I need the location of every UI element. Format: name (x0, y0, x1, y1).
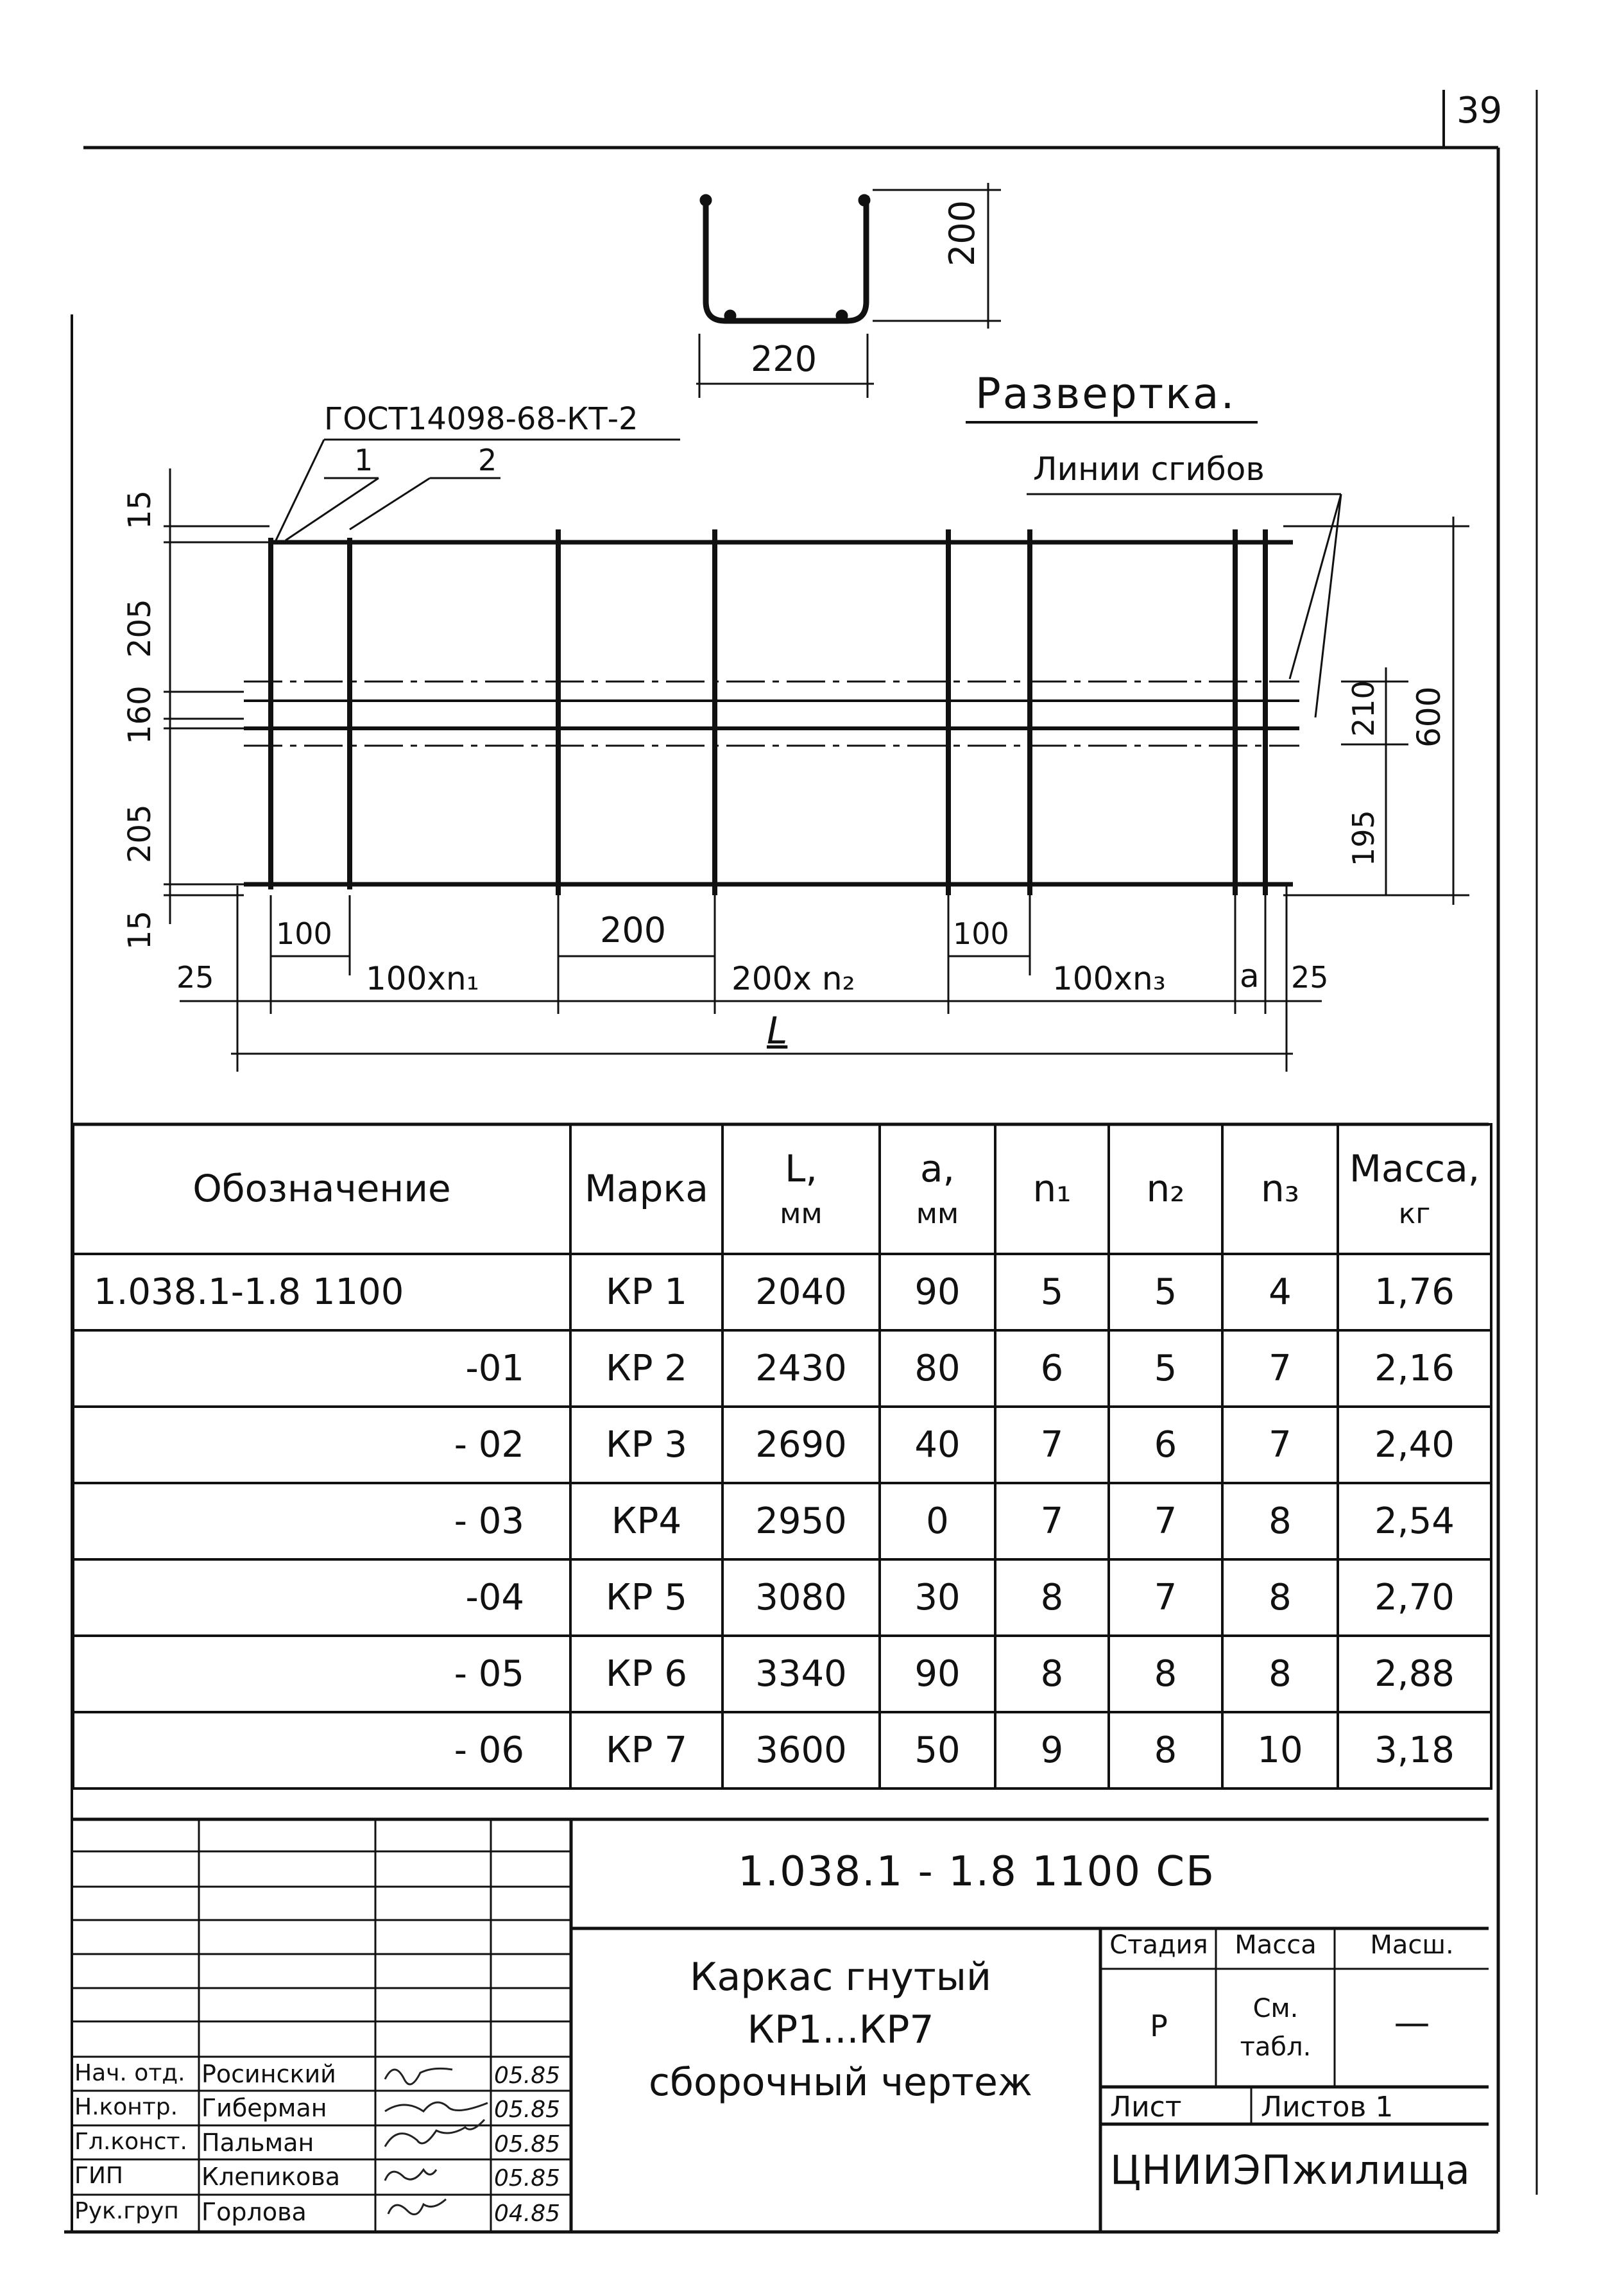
staff-date: 05.85 (494, 2063, 561, 2089)
cell-n3: 4 (1222, 1254, 1338, 1330)
signature-3 (385, 2120, 484, 2147)
cell-n3: 8 (1222, 1559, 1338, 1636)
drawing-title-line-1: Каркас гнутый (689, 1955, 992, 2000)
cell-n1: 7 (995, 1407, 1109, 1483)
bottom-dim-n3: 100хn₃ (1052, 960, 1166, 997)
mass-value: См. табл. (1240, 1994, 1312, 2062)
cell-a: 0 (880, 1483, 995, 1559)
staff-date: 05.85 (494, 2131, 561, 2157)
header-L: L, мм (722, 1124, 880, 1254)
document-code: 1.038.1 - 1.8 1100 СБ (738, 1848, 1215, 1896)
cell-n3: 8 (1222, 1636, 1338, 1712)
cell-mass: 3,18 (1338, 1712, 1491, 1788)
mass-header: Масса (1235, 1930, 1317, 1960)
staff-name: Клепикова (201, 2163, 341, 2191)
cell-a: 50 (880, 1712, 995, 1788)
cell-a: 40 (880, 1407, 995, 1483)
staff-date: 04.85 (494, 2200, 561, 2227)
cell-designation: 1.038.1-1.8 1100 (73, 1254, 570, 1330)
cell-mass: 2,70 (1338, 1559, 1491, 1636)
cell-n2: 5 (1109, 1254, 1222, 1330)
cell-mark: КР 5 (570, 1559, 722, 1636)
scale-value: — (1394, 2002, 1430, 2044)
cell-mass: 2,88 (1338, 1636, 1491, 1712)
bottom-dim-100-b: 100 (953, 916, 1009, 951)
header-mass: Масса, кг (1338, 1124, 1491, 1254)
header-mark: Марка (570, 1124, 722, 1254)
staff-role: Гл.конст. (74, 2129, 187, 2155)
header-n2: n₂ (1109, 1124, 1222, 1254)
cell-n2: 7 (1109, 1559, 1222, 1636)
section-width-label: 220 (751, 339, 817, 379)
cell-n2: 6 (1109, 1407, 1222, 1483)
cell-L: 3600 (722, 1712, 880, 1788)
signature-2 (385, 2102, 488, 2111)
sheet-label: Лист (1110, 2091, 1182, 2123)
cell-mark: КР 7 (570, 1712, 722, 1788)
cell-a: 30 (880, 1559, 995, 1636)
signature-5 (388, 2199, 446, 2215)
staff-name: Горлова (201, 2198, 307, 2226)
drawing-title-line-3: сборочный чертеж (649, 2060, 1032, 2105)
cell-mark: КР 6 (570, 1636, 722, 1712)
left-dim-205-bottom: 205 (122, 804, 158, 863)
stage-header: Стадия (1109, 1930, 1208, 1960)
cell-L: 3080 (722, 1559, 880, 1636)
gost-label: ГОСТ14098-68-КТ-2 (324, 401, 638, 437)
organization-name: ЦНИИЭПжилища (1110, 2147, 1471, 2193)
cell-mass: 2,40 (1338, 1407, 1491, 1483)
staff-name: Гиберман (201, 2094, 327, 2122)
cell-mark: КР4 (570, 1483, 722, 1559)
stage-value: Р (1150, 2009, 1168, 2043)
cell-a: 80 (880, 1330, 995, 1407)
cell-mass: 1,76 (1338, 1254, 1491, 1330)
header-designation: Обозначение (73, 1124, 570, 1254)
bottom-dim-L: L (767, 1009, 788, 1052)
right-dim-210: 210 (1346, 680, 1381, 737)
cell-n2: 5 (1109, 1330, 1222, 1407)
cell-n1: 9 (995, 1712, 1109, 1788)
staff-role: Рук.груп (74, 2198, 179, 2224)
cell-n1: 5 (995, 1254, 1109, 1330)
cell-designation: -01 (73, 1330, 570, 1407)
cell-n1: 6 (995, 1330, 1109, 1407)
cell-n1: 7 (995, 1483, 1109, 1559)
bottom-dim-n2: 200х n₂ (731, 960, 855, 997)
cell-n2: 7 (1109, 1483, 1222, 1559)
cell-designation: - 03 (73, 1483, 570, 1559)
scale-header: Масш. (1370, 1930, 1454, 1960)
left-dim-15-bottom: 15 (122, 910, 158, 950)
bottom-dim-25-b: 25 (1291, 960, 1329, 995)
razvertka-title: Развертка. (975, 369, 1236, 418)
sheets-label: Листов 1 (1261, 2091, 1394, 2123)
cell-L: 3340 (722, 1636, 880, 1712)
cell-designation: - 05 (73, 1636, 570, 1712)
cell-mass: 2,54 (1338, 1483, 1491, 1559)
bottom-dim-a: a (1240, 957, 1260, 995)
staff-date: 05.85 (494, 2165, 561, 2192)
cell-designation: -04 (73, 1559, 570, 1636)
cell-mass: 2,16 (1338, 1330, 1491, 1407)
cell-n1: 8 (995, 1636, 1109, 1712)
cell-mark: КР 1 (570, 1254, 722, 1330)
left-dim-205-top: 205 (122, 599, 158, 658)
cell-n3: 8 (1222, 1483, 1338, 1559)
cell-n1: 8 (995, 1559, 1109, 1636)
cell-L: 2950 (722, 1483, 880, 1559)
header-n3: n₃ (1222, 1124, 1338, 1254)
staff-date: 05.85 (494, 2097, 561, 2123)
staff-name: Пальман (201, 2129, 314, 2157)
bottom-dim-n1: 100хn₁ (366, 960, 479, 997)
header-n1: n₁ (995, 1124, 1109, 1254)
cell-L: 2690 (722, 1407, 880, 1483)
cell-L: 2430 (722, 1330, 880, 1407)
cell-designation: - 06 (73, 1712, 570, 1788)
cell-mark: КР 3 (570, 1407, 722, 1483)
right-dim-600: 600 (1410, 686, 1448, 748)
left-dim-160: 160 (122, 685, 158, 744)
cell-n2: 8 (1109, 1636, 1222, 1712)
left-dim-15-top: 15 (122, 490, 158, 529)
staff-role: Нач. отд. (74, 2060, 185, 2086)
cell-a: 90 (880, 1636, 995, 1712)
staff-name: Росинский (201, 2060, 336, 2088)
header-a: a, мм (880, 1124, 995, 1254)
bottom-dim-25-a: 25 (176, 960, 214, 995)
cell-n2: 8 (1109, 1712, 1222, 1788)
cell-mark: КР 2 (570, 1330, 722, 1407)
cell-n3: 10 (1222, 1712, 1338, 1788)
signature-1 (385, 2068, 452, 2084)
right-dim-195: 195 (1346, 810, 1381, 866)
callout-1: 1 (354, 443, 373, 477)
cell-L: 2040 (722, 1254, 880, 1330)
cell-designation: - 02 (73, 1407, 570, 1483)
staff-role: ГИП (74, 2163, 123, 2189)
page-number: 39 (1457, 90, 1503, 132)
callout-2: 2 (478, 443, 497, 477)
section-height-label: 200 (942, 200, 982, 266)
signature-4 (385, 2170, 436, 2181)
bottom-dim-100-a: 100 (276, 916, 332, 951)
drawing-title-line-2: КР1...КР7 (747, 2007, 934, 2052)
cell-n3: 7 (1222, 1330, 1338, 1407)
bottom-dim-200: 200 (600, 910, 667, 950)
cell-a: 90 (880, 1254, 995, 1330)
staff-role: Н.контр. (74, 2094, 178, 2120)
cell-n3: 7 (1222, 1407, 1338, 1483)
fold-lines-label: Линии сгибов (1033, 450, 1265, 488)
